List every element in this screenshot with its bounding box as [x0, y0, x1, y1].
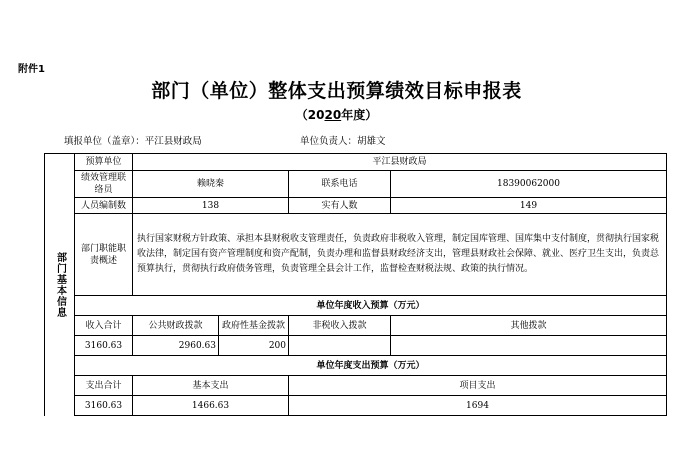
performance-table: [44, 153, 667, 416]
attachment-label: 附件1: [18, 64, 45, 75]
staff-label: 人员编制数: [75, 198, 133, 214]
budget-unit-label: 预算单位: [75, 154, 133, 171]
expense-total: 3160.63: [75, 396, 133, 416]
expense-header: 基本支出: [133, 376, 289, 396]
income-other: [391, 336, 667, 356]
expense-basic: 1466.63: [133, 396, 289, 416]
income-header: 收入合计: [75, 316, 133, 336]
income-header: 公共财政拨款: [133, 316, 219, 336]
contact-label: 绩效管理联络员: [75, 171, 133, 198]
income-header: 其他拨款: [391, 316, 667, 336]
actual-staff-value: 149: [391, 198, 667, 214]
expense-heading: 单位年度支出预算（万元）: [75, 356, 667, 376]
year-suffix: 年度）: [341, 108, 378, 122]
duties-text: 执行国家财税方针政策、承担本县财税收支管理责任，负责政府非税收入管理，制定国库管理、国库集中支付制度，贯彻执行国家税收法律，制定国有资产管理制度和资产配制，负责办理和监督县财政经济支出，管理县财政社会保障、就业、医疗卫生支出，负责总预算执行，贯彻执行政府债务管理，负责管理全县会计工作，监督检查财税法规、政策的执行情况。: [133, 214, 667, 296]
duties-label: 部门职能职责概述: [75, 214, 133, 296]
page-title: 部门（单位）整体支出预算绩效目标申报表: [151, 80, 522, 102]
year-prefix: （20: [295, 108, 325, 122]
income-total: 3160.63: [75, 336, 133, 356]
filing-unit: 填报单位（盖章）：平江县财政局: [64, 136, 202, 147]
section-label: 部门基本信息: [45, 154, 75, 416]
contact-name: 赖晓秦: [133, 171, 289, 198]
income-header: 政府性基金拨款: [219, 316, 289, 336]
expense-header: 项目支出: [289, 376, 667, 396]
actual-staff-label: 实有人数: [289, 198, 391, 214]
budget-unit-value: 平江县财政局: [133, 154, 667, 171]
phone-value: 18390062000: [391, 171, 667, 198]
phone-label: 联系电话: [289, 171, 391, 198]
expense-project: 1694: [289, 396, 667, 416]
income-fund: 200: [219, 336, 289, 356]
year-line: [0, 106, 673, 123]
income-nontax: [289, 336, 391, 356]
unit-head: 单位负责人：胡雄文: [300, 136, 386, 147]
year-value: 20: [324, 108, 342, 122]
income-public: 2960.63: [133, 336, 219, 356]
expense-header: 支出合计: [75, 376, 133, 396]
staff-value: 138: [133, 198, 289, 214]
income-heading: 单位年度收入预算（万元）: [75, 296, 667, 316]
income-header: 非税收入拨款: [289, 316, 391, 336]
